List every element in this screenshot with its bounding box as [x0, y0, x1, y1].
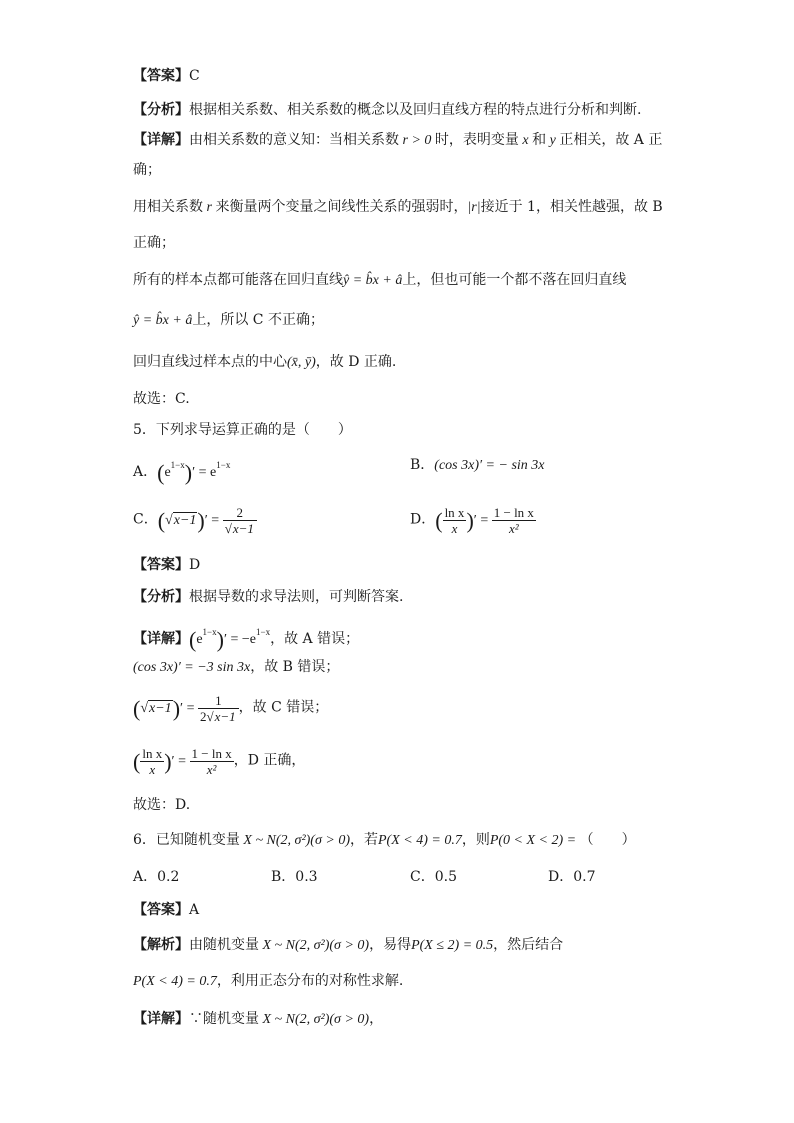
math-r: r — [203, 200, 216, 215]
analysis-text: ，易得 — [369, 937, 412, 953]
stem-text: 6．已知随机变量 — [133, 832, 240, 848]
option-label: A． — [133, 464, 158, 480]
q4-answer — [133, 66, 200, 86]
q4-analysis — [133, 100, 641, 120]
q6-option-a: A．0.2 — [133, 869, 180, 885]
detail-text: ，D 正确， — [233, 752, 306, 769]
q6-analysis-line2 — [133, 971, 403, 992]
math-r-gt-0: r > 0 — [399, 133, 435, 148]
math-distribution: X ~ N(2, σ²)(σ > 0) — [259, 1012, 370, 1027]
q6-analysis-line1 — [133, 935, 563, 956]
q5-option-c — [133, 505, 257, 536]
math-x: x — [518, 133, 533, 148]
math-option-a: $(e^{1-x})' = e^{1-x}$ — [157, 459, 231, 485]
q5-detail-d — [133, 746, 305, 777]
detail-text: 正相关，故 A 正 — [559, 132, 663, 148]
q5-detail-b — [133, 657, 339, 678]
detail-text: ，故 C 错误； — [238, 699, 329, 716]
math-distribution: X ~ N(2, σ²)(σ > 0) — [239, 833, 350, 848]
math-distribution: X ~ N(2, σ²)(σ > 0) — [259, 938, 370, 953]
math-regression-line: ŷ = b̂x + â — [133, 313, 193, 328]
answer-label: 【答案】 — [133, 902, 189, 918]
detail-text: ，故 B 错误； — [250, 659, 340, 675]
answer-label: 【答案】 — [133, 68, 189, 84]
detail-text: 所有的样本点都可能落在回归直线 — [133, 272, 343, 288]
math-prob-0-2: P(0 < X < 2) = — [489, 833, 580, 848]
detail-text: 回归直线过样本点的中心 — [133, 354, 287, 370]
analysis-text: 由随机变量 — [189, 937, 259, 953]
option-label: B． — [410, 457, 435, 473]
math-center-point: (x̄, ȳ) — [287, 355, 316, 370]
analysis-label: 【分析】 — [133, 102, 189, 118]
analysis-text: 根据相关系数、相关系数的概念以及回归直线方程的特点进行分析和判断. — [189, 102, 642, 118]
option-label: C． — [133, 511, 158, 528]
q6-detail — [133, 1009, 383, 1030]
detail-text: ，故 A 错误； — [270, 631, 360, 647]
q6-option-d: D．0.7 — [548, 869, 596, 885]
math-detail-c: (√x−1)′ = $\frac{1}{2√x-1}$ — [133, 701, 239, 716]
analysis-label: 【分析】 — [133, 589, 189, 605]
detail-label: 【详解】 — [133, 1011, 189, 1027]
q6-answer — [133, 900, 199, 920]
q4-detail-line2: 确； — [133, 162, 161, 178]
detail-text: 和 — [532, 132, 547, 148]
math-prob-x-le-2: P(X ≤ 2) = 0.5 — [411, 938, 494, 953]
analysis-label: 【解析】 — [133, 937, 189, 953]
detail-text: ， — [369, 1011, 384, 1027]
q4-detail-line3 — [133, 197, 663, 218]
math-option-b: (cos 3x)′ = − sin 3x — [434, 458, 545, 473]
math-abs-r: |r| — [467, 200, 481, 215]
math-detail-d: ( $\frac{\text{ln x}}{x}$ )′ = $\frac{\text{1 − ln x}}{\text{x²}}$ — [133, 746, 232, 777]
q6-stem — [133, 830, 636, 851]
q4-detail-line5 — [133, 270, 626, 291]
analysis-text: ，利用正态分布的对称性求解. — [216, 973, 404, 989]
detail-text: 由相关系数的意义知：当相关系数 — [189, 132, 399, 148]
answer-value: A — [189, 902, 200, 918]
math-option-c: (√x−1)′ = $\frac{2}{√x-1}$ — [158, 513, 257, 528]
analysis-text: ，然后结合 — [493, 937, 564, 953]
detail-text: 用相关系数 — [133, 199, 203, 215]
math-y: y — [546, 133, 560, 148]
q5-option-d — [410, 505, 536, 536]
q5-analysis — [133, 587, 403, 607]
q5-detail-a — [133, 622, 359, 650]
q5-option-a — [133, 455, 230, 483]
q5-stem: 5．下列求导运算正确的是（ ） — [133, 422, 352, 438]
math-detail-b: (cos 3x)′ = −3 sin 3x — [133, 660, 251, 675]
q4-detail-line7 — [133, 352, 396, 373]
q6-option-b: B．0.3 — [271, 869, 318, 885]
detail-text: ，故 D 正确. — [315, 354, 397, 370]
stem-text: （ ） — [579, 832, 636, 848]
detail-text: 上，所以 C 不正确； — [192, 312, 324, 328]
q4-detail-line1 — [133, 130, 662, 151]
q4-choice: 故选：C. — [133, 391, 190, 407]
answer-label: 【答案】 — [133, 557, 189, 573]
q5-choice: 故选：D. — [133, 797, 191, 813]
math-prob-x-lt-4: P(X < 4) = 0.7 — [133, 974, 217, 989]
answer-value: D — [189, 557, 201, 573]
detail-text: 来衡量两个变量之间线性关系的强弱时， — [215, 199, 468, 215]
q5-answer — [133, 555, 200, 575]
math-detail-a: $(e^{1-x})' = -e^{1-x}$ — [189, 626, 271, 652]
q4-detail-line6 — [133, 310, 324, 331]
detail-text: 接近于 1，相关性越强，故 B — [480, 199, 663, 215]
math-prob-x-lt-4: P(X < 4) = 0.7 — [378, 833, 462, 848]
detail-text: 上，但也可能一个都不落在回归直线 — [402, 272, 627, 288]
math-option-d: ( $\frac{\text{ln x}}{x}$ )′ = $\frac{\text{1 − ln x}}{\text{x²}}$ — [435, 505, 534, 536]
detail-label: 【详解】 — [133, 132, 189, 148]
q6-option-c: C．0.5 — [410, 869, 457, 885]
stem-text: ，则 — [461, 832, 490, 848]
analysis-text: 根据导数的求导法则，可判断答案. — [189, 589, 404, 605]
detail-label: 【详解】 — [133, 631, 189, 647]
detail-text: 时，表明变量 — [434, 132, 519, 148]
q5-detail-c — [133, 693, 328, 724]
q4-detail-line4: 正确； — [133, 235, 175, 251]
math-regression-line: ŷ = b̂x + â — [343, 273, 403, 288]
answer-value: C — [189, 68, 200, 84]
stem-text: ，若 — [350, 832, 378, 848]
option-label: D． — [410, 511, 436, 528]
q5-option-b — [410, 455, 545, 476]
detail-text: ∵随机变量 — [189, 1011, 259, 1027]
